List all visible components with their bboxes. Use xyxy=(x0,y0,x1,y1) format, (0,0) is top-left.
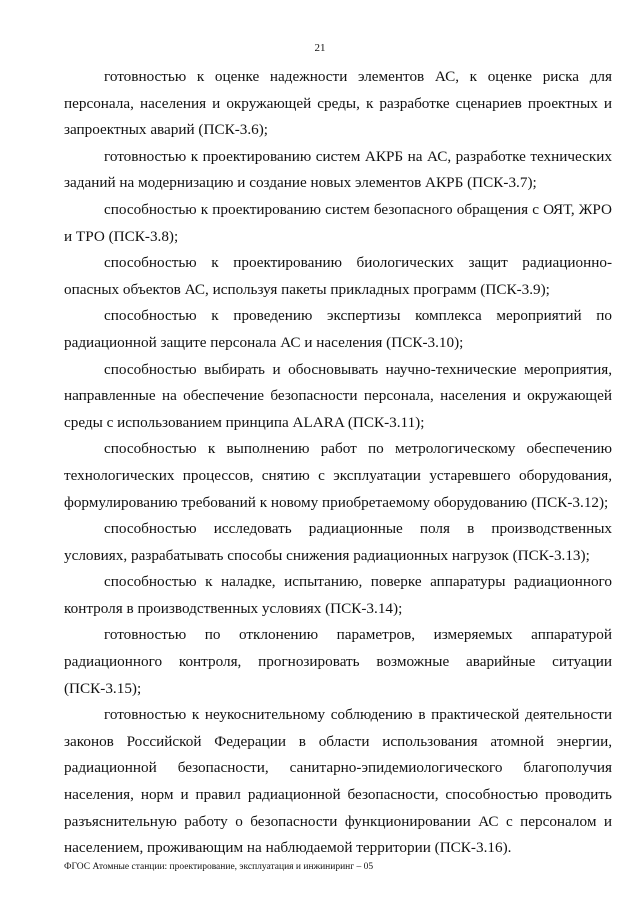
competency-item-psk-3-12: способностью к выполнению работ по метрологическому обеспечению технологических процессов, снятию с эксплуатации устаревшего оборудования, формулированию требований к новому приобретаемому оборудованию (ПСК-3.12); xyxy=(64,440,612,511)
page-number: 21 xyxy=(314,42,326,54)
competency-list xyxy=(64,64,612,862)
competency-item-psk-3-11: способностью выбирать и обосновывать научно-технические мероприятия, направленные на обеспечение безопасности персонала, населения и окружающей среды с использованием принципа ALARA (ПСК-3.11); xyxy=(64,360,612,431)
competency-item-psk-3-8: способностью к проектированию систем безопасного обращения с ОЯТ, ЖРО и ТРО (ПСК-3.8); xyxy=(64,200,612,245)
competency-item-psk-3-7: готовностью к проектированию систем АКРБ на АС, разработке технических заданий на модернизацию и создание новых элементов АКРБ (ПСК-3.7); xyxy=(64,147,612,192)
competency-item-psk-3-10: способностью к проведению экспертизы комплекса мероприятий по радиационной защите персонала АС и населения (ПСК-3.10); xyxy=(64,307,612,351)
competency-item-psk-3-13: способностью исследовать радиационные поля в производственных условиях, разрабатывать способы снижения радиационных нагрузок (ПСК-3.13); xyxy=(64,520,612,564)
competency-item-psk-3-15: готовностью по отклонению параметров, измеряемых аппаратурой радиационного контроля, прогнозировать возможные аварийные ситуации (ПСК-3.15); xyxy=(64,626,612,697)
competency-item-psk-3-14: способностью к наладке, испытанию, поверке аппаратуры радиационного контроля в производственных условиях (ПСК-3.14); xyxy=(64,573,612,617)
competency-item-psk-3-16: готовностью к неукоснительному соблюдению в практической деятельности законов Российской Федерации в области использования атомной энергии, радиационной безопасности, санитарно-эпидемиологического благополучия населения, норм и правил радиационной безопасности, способностью проводить разъяснительную работу о безопасности функционировании АС с персоналом и населением, проживающим на наблюдаемой территории (ПСК-3.16). xyxy=(64,706,612,857)
page-footer: ФГОС Атомные станции: проектирование, эксплуатация и инжиниринг – 05 xyxy=(64,862,374,872)
competency-item-psk-3-9: способностью к проектированию биологических защит радиационно- опасных объектов АС, используя пакеты прикладных программ (ПСК-3.9); xyxy=(64,254,612,298)
competency-item-psk-3-6: готовностью к оценке надежности элементов АС, к оценке риска для персонала, населения и окружающей среды, к разработке сценариев проектных и запроектных аварий (ПСК-3.6); xyxy=(64,68,612,139)
